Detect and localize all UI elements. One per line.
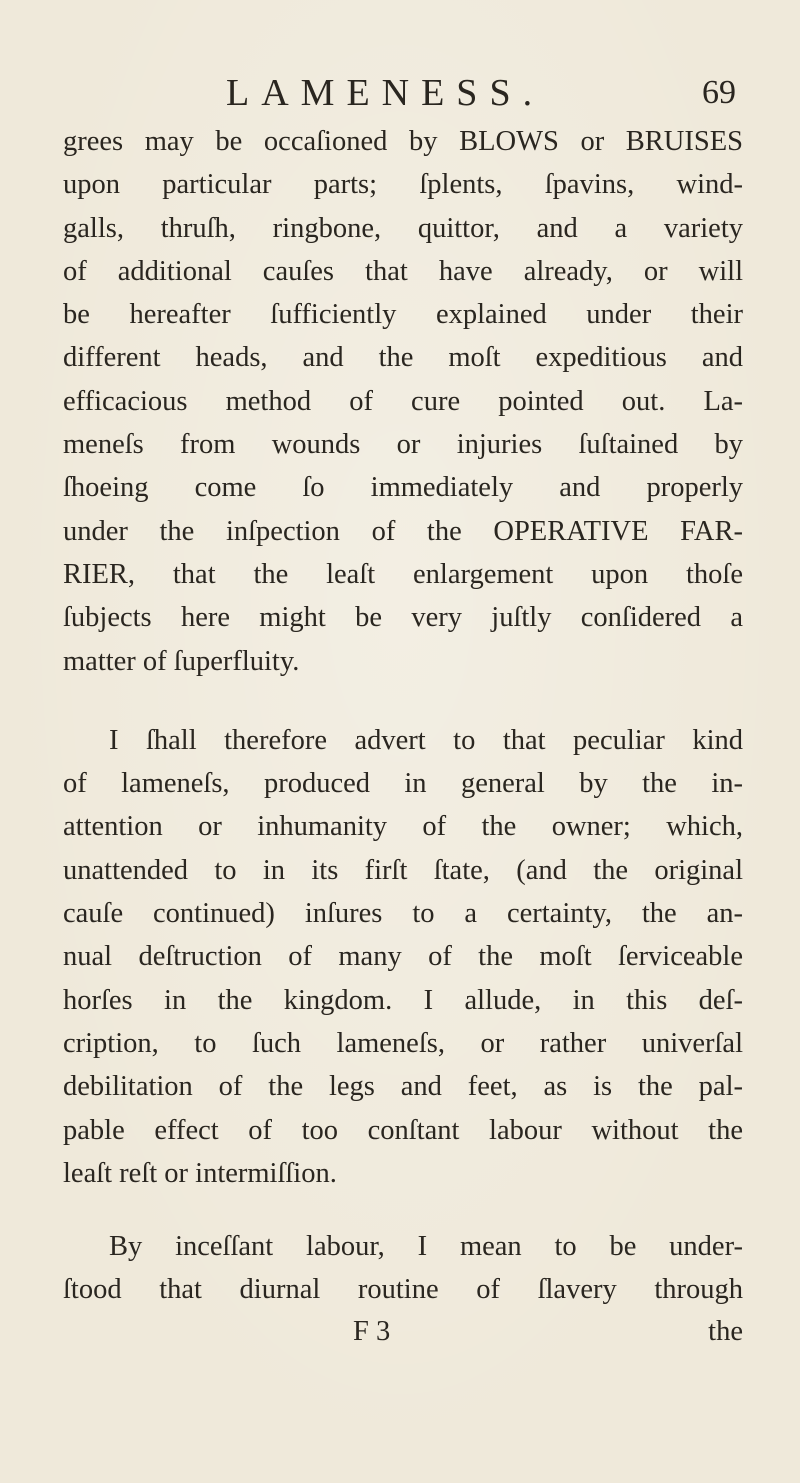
- text-line: cauſe continued) inſures to a certainty, the an-: [63, 898, 743, 930]
- text-line: different heads, and the moſt expeditious and: [63, 342, 743, 374]
- page-footer: [63, 1312, 743, 1352]
- paragraph-1: [63, 120, 743, 683]
- signature-mark: F 3: [353, 1315, 391, 1347]
- catchword: the: [708, 1315, 743, 1347]
- text-line: be hereafter ſufficiently explained under their: [63, 299, 743, 331]
- text-line: leaſt reſt or intermiſſion.: [63, 1157, 337, 1189]
- text-line: matter of ſuperfluity.: [63, 645, 300, 677]
- text-line: By inceſſant labour, I mean to be under-: [109, 1231, 743, 1263]
- text-line: horſes in the kingdom. I allude, in this deſ-: [63, 984, 743, 1016]
- text-line: upon particular parts; ſplents, ſpavins, wind-: [63, 169, 743, 201]
- body-text: [63, 120, 743, 1352]
- text-line: grees may be occaſioned by BLOWS or BRUISES: [63, 126, 743, 157]
- text-line: of lameneſs, produced in general by the in-: [63, 768, 743, 800]
- page-header: [226, 68, 736, 118]
- text-line: unattended to in its firſt ſtate, (and the original: [63, 854, 743, 886]
- text-line: cription, to ſuch lameneſs, or rather univerſal: [63, 1027, 743, 1059]
- text-line: meneſs from wounds or injuries ſuſtained by: [63, 429, 743, 461]
- text-line: ſubjects here might be very juſtly conſidered a: [63, 602, 743, 634]
- text-line: debilitation of the legs and feet, as is the pal-: [63, 1071, 743, 1103]
- text-line: nual deſtruction of many of the moſt ſerviceable: [63, 941, 743, 973]
- paragraph-spacer: [63, 683, 743, 719]
- paragraph-3: [63, 1225, 743, 1312]
- page-number: 69: [702, 74, 736, 111]
- text-line: ſtood that diurnal routine of ſlavery through: [63, 1274, 743, 1306]
- text-line: I ſhall therefore advert to that peculiar kind: [109, 724, 743, 756]
- running-head: LAMENESS.: [226, 72, 545, 114]
- paragraph-spacer: [63, 1195, 743, 1225]
- text-line: galls, thruſh, ringbone, quittor, and a variety: [63, 212, 743, 244]
- text-line: of additional cauſes that have already, or will: [63, 255, 743, 287]
- text-line: pable effect of too conſtant labour without the: [63, 1114, 743, 1146]
- text-line: attention or inhumanity of the owner; which,: [63, 811, 743, 843]
- text-line: under the inſpection of the OPERATIVE FAR-: [63, 515, 743, 547]
- text-line: RIER, that the leaſt enlargement upon thoſe: [63, 558, 743, 590]
- text-line: efficacious method of cure pointed out. La-: [63, 385, 743, 417]
- paragraph-2: [63, 719, 743, 1195]
- text-line: ſhoeing come ſo immediately and properly: [63, 472, 743, 504]
